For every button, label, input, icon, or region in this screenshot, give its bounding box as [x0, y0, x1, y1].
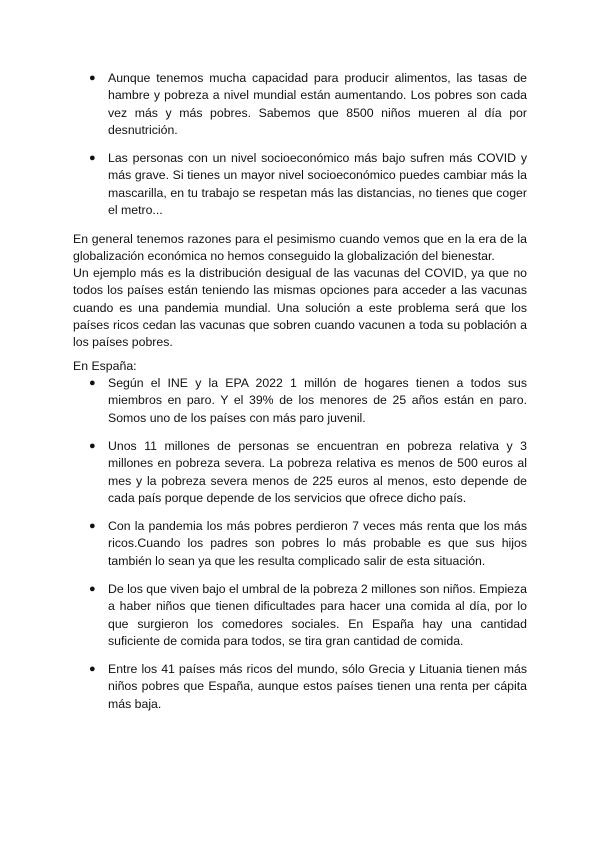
list-item — [0, 661, 600, 713]
bullet-icon: ● — [89, 72, 96, 84]
bullet-list-spain-5 — [0, 661, 600, 713]
list-item — [0, 375, 600, 427]
section-heading-spain: En España: — [73, 359, 137, 373]
list-item-text: Las personas con un nivel socioeconómico más bajo sufren más COVID y más grave. Si tienes un mayor nivel socioeconómico puedes cambiar más la mascarilla, en tu trabajo se respetan más las distancias, no tienes que coger el metro... — [108, 151, 527, 217]
bullet-list-spain-4 — [0, 581, 600, 650]
list-item-text: Con la pandemia los más pobres perdieron 7 veces más renta que los más ricos.Cuando los padres son pobres lo más probable es que sus hijos también lo sean ya que les resulta complicado salir de esta situación. — [108, 519, 527, 568]
bullet-icon: ● — [89, 152, 96, 164]
bullet-icon: ● — [89, 520, 96, 532]
list-item-text: Entre los 41 países más ricos del mundo, sólo Grecia y Lituania tienen más niños pobres que España, aunque estos países tienen una renta per cápita más baja. — [108, 662, 527, 711]
bullet-list-intro — [0, 70, 600, 139]
list-item-text: Unos 11 millones de personas se encuentran en pobreza relativa y 3 millones en pobreza severa. La pobreza relativa es menos de 500 euros al mes y la pobreza severa menos de 225 euros al menos, esto depende de cada país porque depende de los servicios que ofrece dicho país. — [108, 439, 527, 505]
bullet-list-spain-1 — [0, 375, 600, 427]
list-item — [0, 438, 600, 507]
bullet-list-spain-2 — [0, 438, 600, 507]
bullet-list-covid — [0, 150, 600, 219]
bullet-icon: ● — [89, 440, 96, 452]
bullet-icon: ● — [89, 377, 96, 389]
list-item-text: De los que viven bajo el umbral de la pobreza 2 millones son niños. Empieza a haber niños que tienen dificultades para hacer una comida al día, por lo que surgieron los comedores sociales. En España hay una cantidad suficiente de comida para todos, se tira gran cantidad de comida. — [108, 582, 528, 648]
list-item — [0, 150, 600, 219]
paragraph-pessimism: En general tenemos razones para el pesimismo cuando vemos que en la era de la globalización económica no hemos conseguido la globalización del bienestar. — [73, 232, 527, 264]
list-item-text: Aunque tenemos mucha capacidad para producir alimentos, las tasas de hambre y pobreza a nivel mundial están aumentando. Los pobres son cada vez más y más pobres. Sabemos que 8500 niños mueren al día por desnutrición. — [108, 71, 527, 137]
list-item-text: Según el INE y la EPA 2022 1 millón de hogares tienen a todos sus miembros en paro. Y el 39% de los menores de 25 años están en paro. Somos uno de los países con más paro juvenil. — [108, 376, 527, 425]
list-item — [0, 70, 600, 139]
bullet-icon: ● — [89, 583, 96, 595]
list-item — [0, 581, 600, 650]
bullet-list-spain-3 — [0, 518, 600, 570]
paragraph-vaccines: Un ejemplo más es la distribución desigual de las vacunas del COVID, ya que no todos los países están teniendo las mismas opciones para acceder a las vacunas cuando es una pandemia mundial. Una solución a este problema será que los países ricos cedan las vacunas que sobren cuando vacunen a toda su población a los países pobres. — [73, 266, 527, 350]
list-item — [0, 518, 600, 570]
bullet-icon: ● — [89, 663, 96, 675]
